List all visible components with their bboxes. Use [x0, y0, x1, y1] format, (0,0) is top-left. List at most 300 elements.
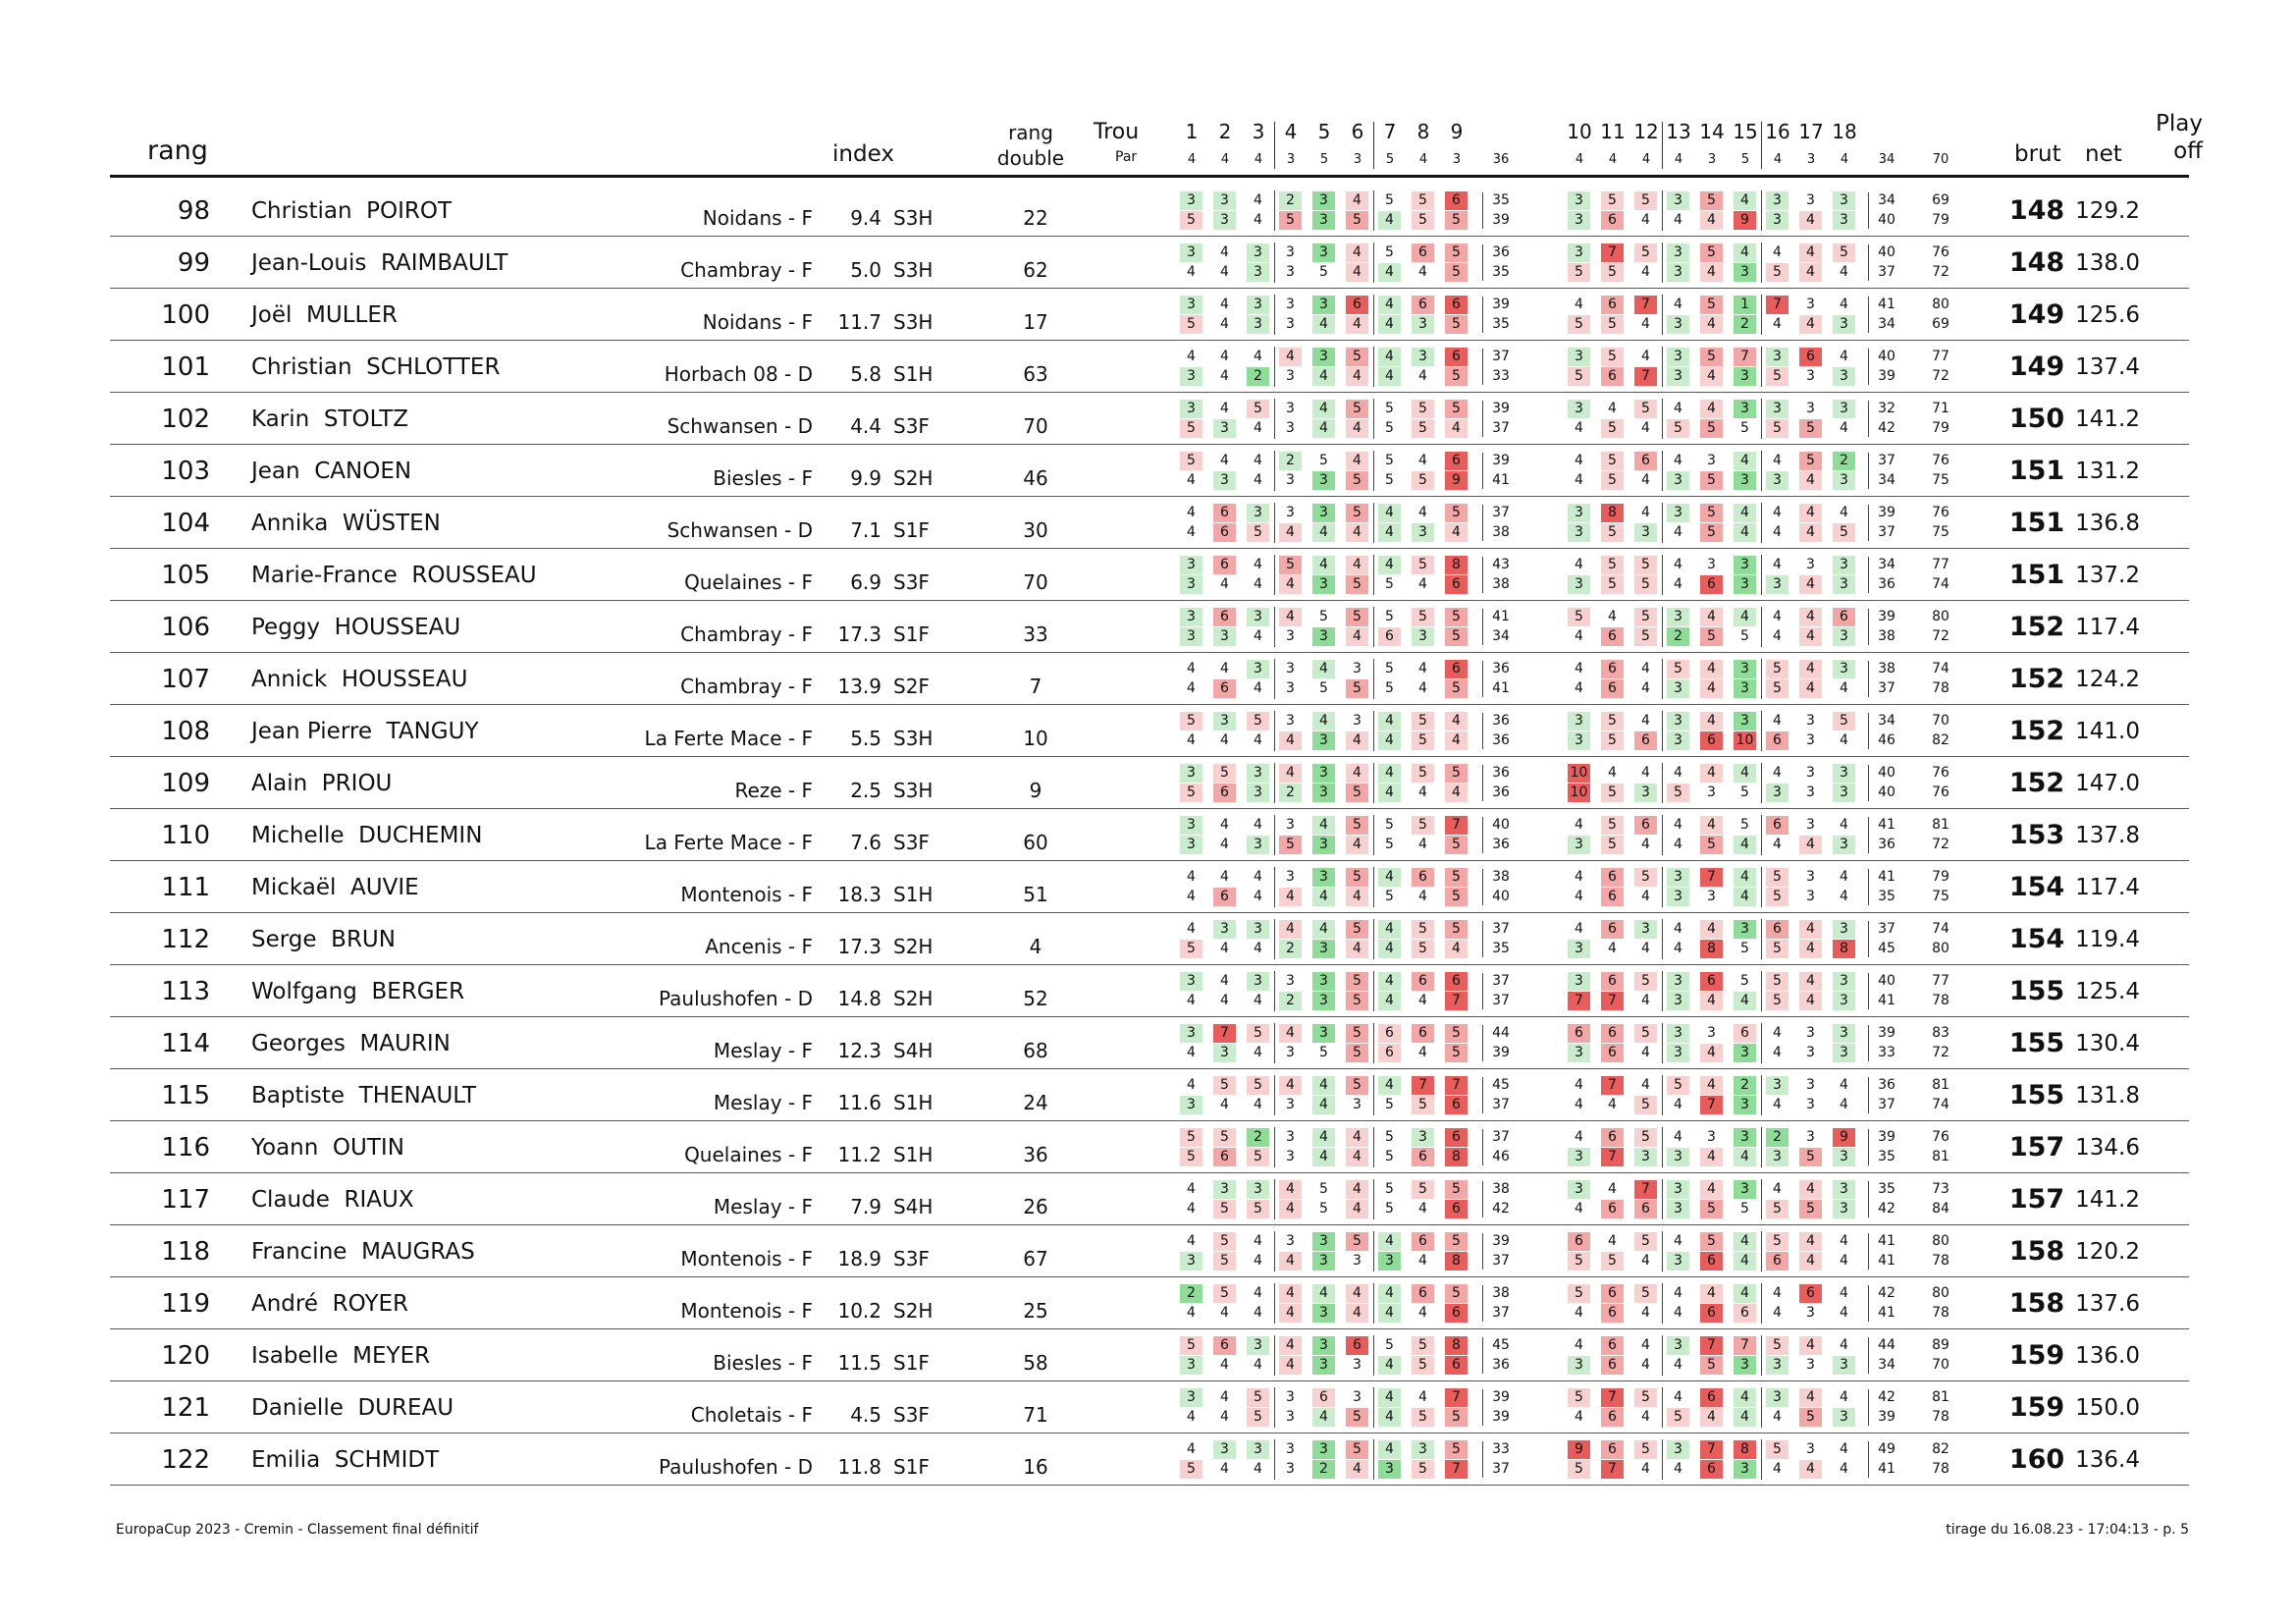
front-score-round1: 6 [1312, 1388, 1335, 1407]
front-hole-par: 3 [1286, 152, 1296, 167]
front-score-round2: 3 [1286, 420, 1295, 436]
front-score-round1: 5 [1346, 1232, 1368, 1251]
back-score-round1: 4 [1734, 452, 1756, 470]
player-net: 117.4 [2075, 615, 2140, 640]
front-score-round1: 2 [1247, 1128, 1269, 1147]
back-score-round2: 4 [1674, 212, 1682, 228]
front-score-round1: 6 [1213, 1336, 1236, 1355]
back-score-round2: 4 [1799, 211, 1822, 230]
back-score-round1: 5 [1634, 1440, 1657, 1459]
front-score-round2: 4 [1346, 419, 1368, 438]
player-rang: 116 [161, 1133, 210, 1163]
total-separator [1482, 453, 1483, 489]
front-score-round2: 5 [1279, 836, 1302, 854]
back-score-round2: 4 [1734, 1252, 1756, 1271]
back-score-round1: 4 [1700, 712, 1723, 730]
back-score-round2: 3 [1568, 211, 1590, 230]
out-total-round2: 35 [1492, 264, 1510, 280]
front-group-separator [1373, 1075, 1374, 1115]
front-score-round1: 3 [1180, 972, 1202, 991]
front-score-round2: 5 [1412, 1408, 1434, 1427]
front-score-round1: 4 [1378, 348, 1401, 366]
back-score-round1: 5 [1766, 1336, 1789, 1355]
back-score-round1: 4 [1840, 817, 1848, 833]
player-rang: 114 [161, 1029, 210, 1058]
player-name: Danielle DUREAU [251, 1395, 454, 1421]
front-score-round1: 7 [1213, 1024, 1236, 1043]
front-score-round2: 7 [1445, 1460, 1468, 1479]
back-score-round1: 4 [1674, 817, 1682, 833]
total-separator [1868, 1389, 1869, 1426]
front-score-round2: 5 [1346, 211, 1368, 230]
front-score-round2: 3 [1312, 471, 1335, 490]
front-score-round1: 4 [1254, 1285, 1262, 1301]
back-group-separator [1662, 399, 1663, 439]
front-score-round1: 7 [1445, 816, 1468, 835]
back-score-round1: 4 [1575, 921, 1583, 937]
front-hole-par: 3 [1353, 152, 1362, 167]
front-score-round2: 4 [1254, 576, 1262, 592]
back-score-round1: 4 [1734, 504, 1756, 522]
front-score-round1: 4 [1220, 661, 1229, 676]
back-group-separator [1662, 1231, 1663, 1271]
player-net: 136.4 [2075, 1447, 2140, 1473]
player-brut: 148 [2008, 247, 2065, 278]
back-score-round2: 7 [1568, 992, 1590, 1010]
back-score-round2: 4 [1575, 889, 1583, 904]
front-score-round1: 5 [1180, 1336, 1202, 1355]
front-score-round1: 3 [1247, 764, 1269, 783]
back-score-round1: 3 [1734, 556, 1756, 574]
back-score-round2: 3 [1833, 1408, 1855, 1427]
front-score-round2: 5 [1445, 263, 1468, 282]
back-score-round2: 4 [1641, 1461, 1650, 1477]
front-score-round2: 3 [1286, 680, 1295, 696]
front-score-round2: 4 [1346, 1200, 1368, 1218]
front-score-round2: 4 [1254, 1253, 1262, 1269]
front-hole-par: 5 [1319, 152, 1329, 167]
back-score-round2: 3 [1667, 1200, 1689, 1218]
front-score-round2: 4 [1279, 523, 1302, 542]
in-total-round2: 39 [1878, 1409, 1896, 1425]
front-score-round1: 4 [1312, 816, 1335, 835]
back-score-round1: 4 [1734, 868, 1756, 887]
out-total-round2: 33 [1492, 368, 1510, 384]
back-hole-number: 17 [1798, 120, 1824, 143]
back-score-round1: 3 [1806, 1441, 1815, 1457]
front-score-round1: 4 [1220, 817, 1229, 833]
back-score-round2: 6 [1601, 367, 1624, 386]
back-score-round1: 4 [1840, 1077, 1848, 1093]
player-net: 141.0 [2075, 719, 2140, 744]
front-group-separator [1373, 971, 1374, 1011]
back-score-round1: 6 [1634, 816, 1657, 835]
front-score-round1: 4 [1378, 920, 1401, 939]
front-score-round1: 4 [1254, 453, 1262, 468]
back-score-round1: 4 [1608, 609, 1617, 624]
front-hole-number: 8 [1416, 120, 1430, 143]
front-score-round2: 4 [1279, 1304, 1302, 1323]
front-score-round1: 5 [1385, 609, 1394, 624]
back-score-round1: 4 [1575, 869, 1583, 885]
out-total-round1: 39 [1492, 297, 1510, 312]
back-group-separator [1761, 1387, 1762, 1428]
front-group-separator [1274, 1127, 1275, 1167]
player-index: 10.2 [837, 1299, 881, 1323]
player-row [0, 809, 2296, 861]
front-hole-number: 4 [1284, 120, 1298, 143]
front-score-round1: 3 [1180, 1388, 1202, 1407]
player-net: 150.0 [2075, 1395, 2140, 1421]
header-brut: brut [2014, 141, 2061, 167]
front-score-round2: 4 [1254, 941, 1262, 956]
back-score-round1: 4 [1840, 1337, 1848, 1353]
player-brut: 149 [2008, 352, 2065, 382]
front-score-round1: 4 [1418, 661, 1427, 676]
out-total-round2: 42 [1492, 1201, 1510, 1217]
player-index: 12.3 [837, 1039, 881, 1062]
total-separator [1868, 1025, 1869, 1061]
front-score-round1: 4 [1378, 556, 1401, 574]
player-rang-double: 62 [1023, 258, 1048, 282]
back-group-separator [1761, 1023, 1762, 1063]
footer-right: tirage du 16.08.23 - 17:04:13 - p. 5 [1946, 1522, 2189, 1538]
total-separator [1482, 713, 1483, 749]
back-score-round1: 3 [1667, 1440, 1689, 1459]
out-total-round1: 43 [1492, 557, 1510, 572]
front-score-round2: 5 [1319, 1201, 1328, 1217]
front-group-separator [1274, 971, 1275, 1011]
back-score-round2: 4 [1840, 1305, 1848, 1321]
back-score-round2: 4 [1799, 940, 1822, 958]
back-score-round2: 6 [1634, 731, 1657, 750]
back-score-round2: 4 [1575, 628, 1583, 644]
back-score-round1: 6 [1833, 608, 1855, 626]
out-total-round2: 34 [1492, 628, 1510, 644]
player-name: Baptiste THENAULT [251, 1083, 477, 1109]
back-score-round2: 3 [1833, 575, 1855, 594]
front-score-round2: 3 [1213, 1044, 1236, 1062]
back-score-round2: 4 [1700, 263, 1723, 282]
out-total-round1: 38 [1492, 869, 1510, 885]
round2-total: 76 [1932, 784, 1949, 800]
player-brut: 158 [2008, 1288, 2065, 1319]
back-hole-number: 12 [1633, 120, 1659, 143]
front-score-round1: 4 [1312, 1076, 1335, 1095]
back-score-round1: 7 [1700, 1336, 1723, 1355]
back-score-round1: 5 [1700, 243, 1723, 262]
player-category: S2H [893, 935, 934, 958]
front-score-round1: 3 [1286, 244, 1295, 260]
front-score-round2: 4 [1187, 1045, 1196, 1060]
back-score-round2: 4 [1674, 1305, 1682, 1321]
player-category: S4H [893, 1195, 934, 1218]
front-hole-number: 5 [1317, 120, 1331, 143]
front-score-round1: 4 [1254, 817, 1262, 833]
front-score-round2: 5 [1445, 836, 1468, 854]
back-score-round2: 4 [1641, 941, 1650, 956]
front-score-round2: 4 [1279, 1200, 1302, 1218]
back-score-round1: 5 [1634, 608, 1657, 626]
round1-total: 80 [1932, 1233, 1949, 1249]
front-score-round2: 3 [1312, 731, 1335, 750]
in-total-round1: 41 [1878, 869, 1896, 885]
back-score-round1: 3 [1734, 1180, 1756, 1199]
front-score-round1: 4 [1378, 972, 1401, 991]
player-index: 7.9 [850, 1195, 881, 1218]
back-score-round2: 5 [1766, 940, 1789, 958]
front-score-round2: 4 [1312, 1408, 1335, 1427]
back-score-round2: 3 [1667, 992, 1689, 1010]
front-score-round2: 5 [1319, 1045, 1328, 1060]
total-separator [1482, 765, 1483, 801]
front-score-round2: 4 [1378, 523, 1401, 542]
back-score-round2: 5 [1601, 419, 1624, 438]
round1-total: 73 [1932, 1181, 1949, 1197]
round2-total: 72 [1932, 264, 1949, 280]
back-score-round1: 4 [1799, 660, 1822, 678]
back-score-round2: 3 [1806, 784, 1815, 800]
front-group-separator [1373, 1127, 1374, 1167]
back-score-round1: 3 [1806, 817, 1815, 833]
front-score-round2: 3 [1180, 575, 1202, 594]
front-score-round2: 6 [1213, 679, 1236, 698]
out-total-round1: 39 [1492, 1389, 1510, 1405]
back-score-round1: 3 [1568, 972, 1590, 991]
back-score-round2: 4 [1799, 523, 1822, 542]
front-hole-number: 7 [1383, 120, 1397, 143]
player-brut: 152 [2008, 716, 2065, 746]
back-group-separator [1761, 659, 1762, 699]
back-score-round1: 4 [1575, 1337, 1583, 1353]
player-rang: 120 [161, 1341, 210, 1371]
back-score-round1: 4 [1641, 713, 1650, 729]
front-score-round1: 6 [1213, 608, 1236, 626]
player-brut: 157 [2008, 1132, 2065, 1163]
back-score-round2: 4 [1734, 1148, 1756, 1166]
back-score-round1: 4 [1674, 401, 1682, 416]
player-index: 7.6 [850, 831, 881, 854]
front-score-round1: 4 [1187, 505, 1196, 520]
back-score-round1: 3 [1667, 243, 1689, 262]
front-score-round1: 7 [1412, 1076, 1434, 1095]
total-separator [1868, 817, 1869, 853]
front-score-round2: 3 [1213, 419, 1236, 438]
front-score-round1: 3 [1286, 401, 1295, 416]
front-score-round1: 4 [1187, 1077, 1196, 1093]
round1-total: 81 [1932, 1077, 1949, 1093]
front-score-round1: 4 [1254, 869, 1262, 885]
header-index: index [832, 141, 894, 167]
back-score-round2: 3 [1833, 627, 1855, 646]
back-score-round1: 4 [1840, 869, 1848, 885]
player-row [0, 601, 2296, 653]
back-score-round1: 5 [1634, 868, 1657, 887]
player-club: Montenois - F [680, 1247, 813, 1271]
player-net: 141.2 [2075, 406, 2140, 432]
front-score-round2: 4 [1418, 264, 1427, 280]
back-score-round1: 2 [1734, 1076, 1756, 1095]
out-total-round1: 35 [1492, 192, 1510, 208]
front-score-round1: 3 [1353, 661, 1362, 676]
front-score-round1: 5 [1445, 1180, 1468, 1199]
back-score-round1: 5 [1601, 348, 1624, 366]
player-name: Serge BRUN [251, 927, 396, 952]
player-row [0, 1277, 2296, 1329]
front-score-round2: 3 [1180, 367, 1202, 386]
back-score-round1: 3 [1806, 713, 1815, 729]
back-group-separator [1662, 1127, 1663, 1167]
front-score-round2: 4 [1312, 367, 1335, 386]
front-group-separator [1274, 815, 1275, 855]
back-score-round1: 3 [1568, 504, 1590, 522]
back-score-round2: 3 [1766, 211, 1789, 230]
back-score-round2: 5 [1568, 1460, 1590, 1479]
back-group-separator [1761, 971, 1762, 1011]
back-score-round1: 5 [1799, 452, 1822, 470]
back-score-round1: 3 [1667, 504, 1689, 522]
front-score-round1: 3 [1213, 1180, 1236, 1199]
back-score-round2: 3 [1667, 1148, 1689, 1166]
front-score-round1: 4 [1220, 401, 1229, 416]
back-score-round2: 4 [1641, 264, 1650, 280]
back-score-round1: 5 [1766, 1232, 1789, 1251]
back-score-round2: 3 [1766, 1148, 1789, 1166]
back-score-round1: 6 [1601, 1024, 1624, 1043]
back-score-round1: 4 [1641, 661, 1650, 676]
total-separator [1482, 817, 1483, 853]
player-row [0, 549, 2296, 601]
total-separator [1482, 1285, 1483, 1322]
in-total-round1: 44 [1878, 1337, 1896, 1353]
round1-total: 76 [1932, 765, 1949, 781]
front-score-round1: 4 [1279, 1180, 1302, 1199]
front-score-round2: 6 [1213, 1148, 1236, 1166]
back-score-round2: 3 [1734, 1044, 1756, 1062]
front-score-round2: 5 [1180, 784, 1202, 802]
player-category: S1H [893, 1143, 934, 1166]
front-score-round2: 4 [1220, 941, 1229, 956]
front-score-round1: 3 [1286, 869, 1295, 885]
player-rang: 110 [161, 821, 210, 850]
front-score-round1: 3 [1312, 764, 1335, 783]
front-score-round2: 6 [1378, 627, 1401, 646]
front-score-round1: 3 [1286, 297, 1295, 312]
player-category: S2F [893, 675, 930, 698]
back-score-round1: 7 [1734, 1336, 1756, 1355]
player-name: Christian SCHLOTTER [251, 354, 501, 380]
back-hole-par: 4 [1840, 152, 1849, 167]
player-row [0, 185, 2296, 237]
front-score-round1: 3 [1286, 1441, 1295, 1457]
back-score-round1: 5 [1766, 660, 1789, 678]
back-score-round2: 4 [1608, 1097, 1617, 1112]
total-separator [1868, 1285, 1869, 1322]
player-index: 14.8 [837, 987, 881, 1010]
player-category: S1H [893, 1091, 934, 1114]
front-score-round2: 5 [1385, 1097, 1394, 1112]
player-row [0, 341, 2296, 393]
back-score-round1: 2 [1766, 1128, 1789, 1147]
back-score-round1: 7 [1634, 1180, 1657, 1199]
player-brut: 152 [2008, 612, 2065, 642]
in-total-round1: 39 [1878, 609, 1896, 624]
back-score-round1: 3 [1734, 920, 1756, 939]
back-score-round2: 3 [1667, 679, 1689, 698]
total-separator [1868, 505, 1869, 541]
back-score-round1: 5 [1700, 191, 1723, 210]
back-score-round2: 5 [1601, 471, 1624, 490]
player-index: 5.8 [850, 362, 881, 386]
back-score-round2: 5 [1740, 420, 1749, 436]
front-score-round2: 4 [1254, 1461, 1262, 1477]
front-score-round2: 6 [1445, 1096, 1468, 1114]
back-score-round2: 5 [1740, 784, 1749, 800]
back-score-round2: 2 [1667, 627, 1689, 646]
player-row [0, 1121, 2296, 1173]
back-score-round2: 8 [1700, 940, 1723, 958]
front-score-round1: 4 [1346, 1128, 1368, 1147]
player-club: Noidans - F [702, 206, 813, 230]
front-score-round1: 5 [1247, 712, 1269, 730]
front-score-round2: 4 [1346, 731, 1368, 750]
back-score-round1: 6 [1601, 972, 1624, 991]
back-score-round2: 4 [1734, 523, 1756, 542]
out-total-round1: 38 [1492, 1285, 1510, 1301]
front-group-separator [1373, 295, 1374, 335]
front-score-round2: 5 [1346, 1044, 1368, 1062]
front-score-round1: 2 [1180, 1284, 1202, 1303]
back-score-round2: 3 [1833, 1148, 1855, 1166]
player-rang-double: 36 [1023, 1143, 1048, 1166]
round2-total: 78 [1932, 1253, 1949, 1269]
front-score-round2: 3 [1353, 1097, 1362, 1112]
front-group-separator [1373, 711, 1374, 751]
back-score-round2: 4 [1641, 1253, 1650, 1269]
total-separator [1868, 609, 1869, 645]
front-score-round2: 3 [1286, 1461, 1295, 1477]
back-score-round1: 4 [1700, 608, 1723, 626]
front-score-round1: 4 [1220, 1389, 1229, 1405]
front-score-round2: 4 [1279, 575, 1302, 594]
back-score-round1: 3 [1833, 660, 1855, 678]
out-total-round1: 36 [1492, 713, 1510, 729]
front-score-round1: 4 [1187, 869, 1196, 885]
player-index: 5.5 [850, 727, 881, 750]
back-score-round2: 7 [1601, 1148, 1624, 1166]
player-rang-double: 25 [1023, 1299, 1048, 1323]
player-rang: 102 [161, 405, 210, 434]
front-score-round1: 5 [1412, 1180, 1434, 1199]
back-score-round1: 4 [1773, 1285, 1782, 1301]
front-score-round1: 4 [1279, 1024, 1302, 1043]
back-score-round1: 5 [1634, 191, 1657, 210]
front-score-round2: 4 [1378, 315, 1401, 334]
back-score-round1: 7 [1601, 1076, 1624, 1095]
front-score-round1: 5 [1412, 400, 1434, 418]
front-score-round2: 4 [1418, 368, 1427, 384]
front-score-round2: 5 [1385, 1149, 1394, 1164]
back-score-round1: 3 [1833, 764, 1855, 783]
back-score-round2: 3 [1833, 471, 1855, 490]
front-score-round1: 4 [1312, 1284, 1335, 1303]
player-rang-double: 68 [1023, 1039, 1048, 1062]
back-score-round2: 6 [1734, 1304, 1756, 1323]
back-score-round1: 6 [1700, 972, 1723, 991]
player-rang-double: 52 [1023, 987, 1048, 1010]
back-score-round1: 3 [1806, 297, 1815, 312]
in-total-round2: 41 [1878, 1253, 1896, 1269]
